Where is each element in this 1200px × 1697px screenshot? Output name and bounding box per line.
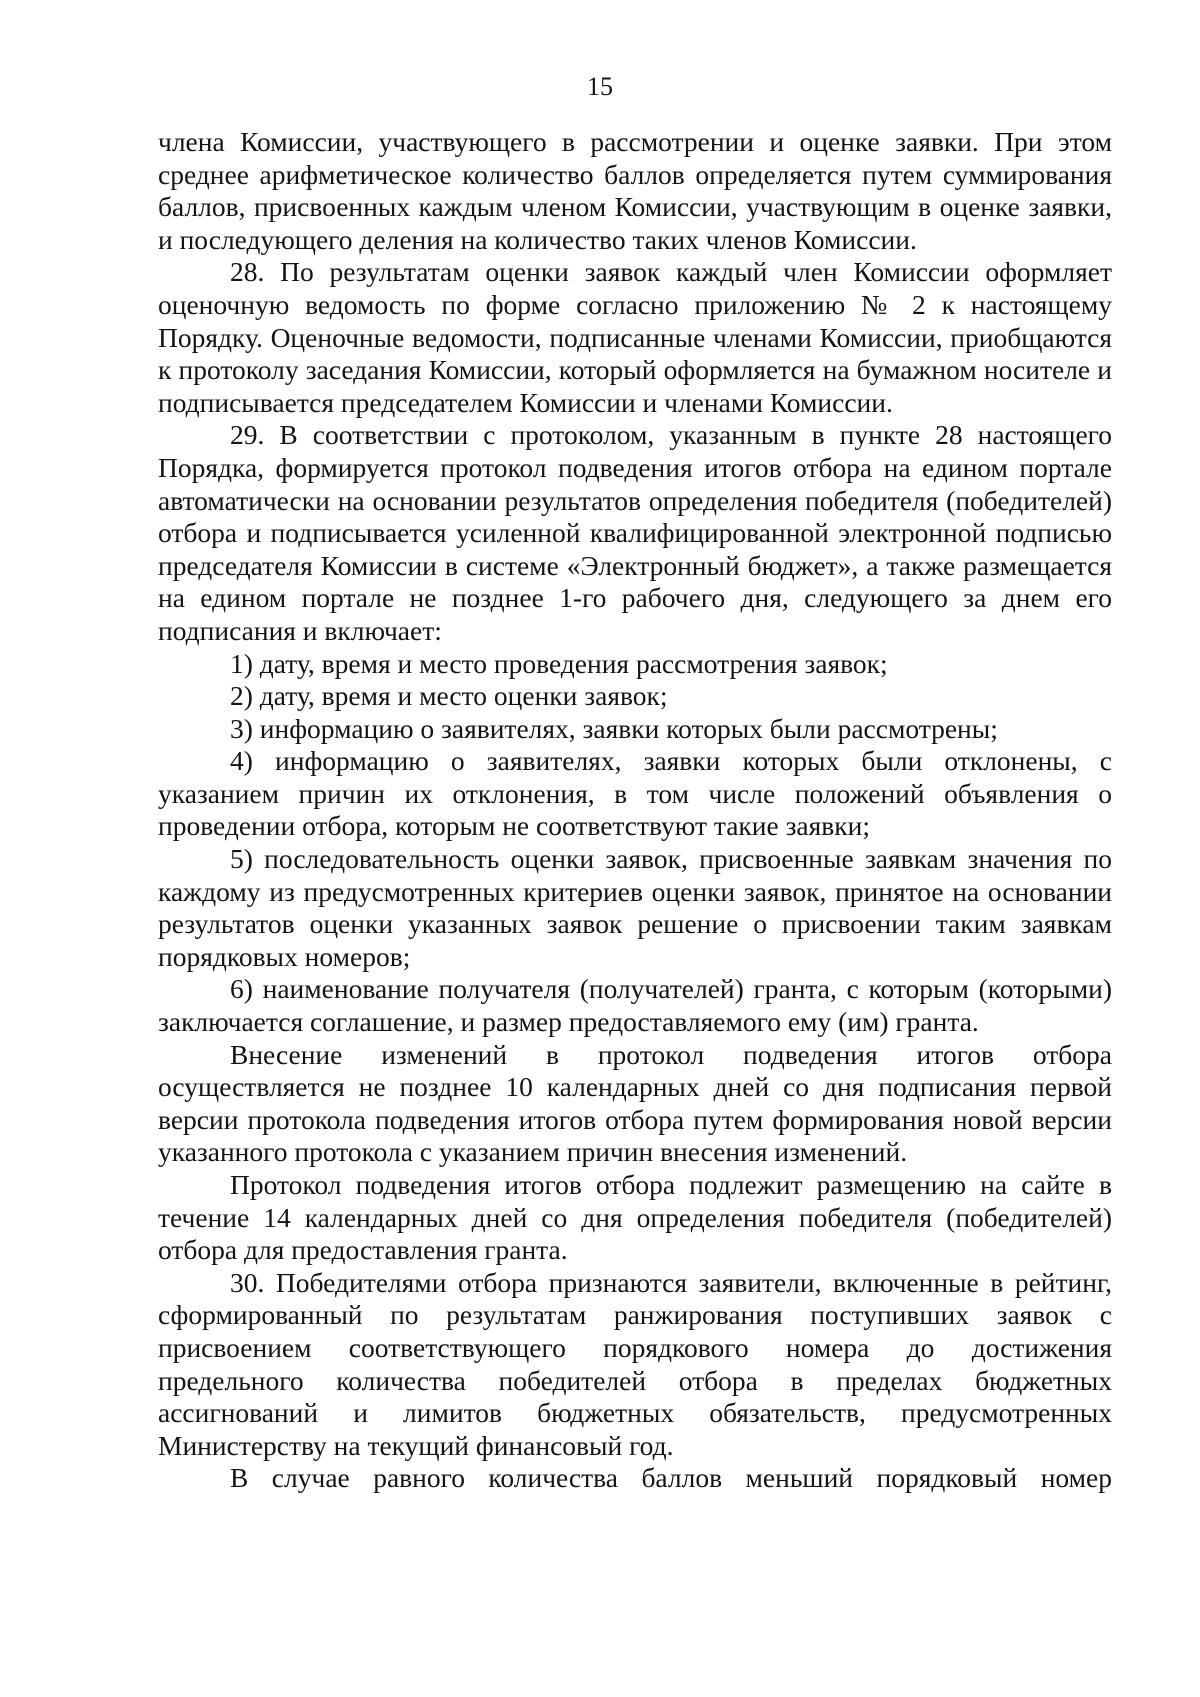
paragraph-item-29: 29. В соответствии с протоколом, указанным в пункте 28 настоящего Порядка, формируется протокол подведения итогов отбора на едином портале автоматически на основании результатов определения победителя (победителей) отбора и подписывается усиленной квалифицированной электронной подписью председателя Комиссии в системе «Электронный бюджет», а также размещается на едином портале не позднее 1-го рабочего дня, следующего за днем его подписания и включает: [158, 419, 1112, 646]
document-body [158, 126, 1112, 1495]
list-item-3: 3) информацию о заявителях, заявки которых были рассмотрены; [230, 712, 998, 744]
page-number: 15 [587, 72, 613, 101]
paragraph-item-30: 30. Победителями отбора признаются заявители, включенные в рейтинг, сформированный по результатам ранжирования поступивших заявок с присвоением соответствующего порядкового номера до достижения предельного количества победителей отбора в пределах бюджетных ассигнований и лимитов бюджетных обязательств, предусмотренных Министерству на текущий финансовый год. [158, 1266, 1112, 1461]
list-item-5: 5) последовательность оценки заявок, присвоенные заявкам значения по каждому из предусмотренных критериев оценки заявок, принятое на основании результатов оценки указанных заявок решение о присвоении таким заявкам порядковых номеров; [158, 843, 1112, 972]
list-item-6: 6) наименование получателя (получателей) гранта, с которым (которыми) заключается соглашение, и размер предоставляемого ему (им) гранта. [158, 973, 1112, 1038]
paragraph-protocol-publication: Протокол подведения итогов отбора подлежит размещению на сайте в течение 14 календарных дней со дня определения победителя (победителей) отбора для предоставления гранта. [158, 1169, 1112, 1266]
list-item-1: 1) дату, время и место проведения рассмотрения заявок; [230, 647, 888, 679]
paragraph-equal-scores: В случае равного количества баллов меньший порядковый номер [230, 1462, 1112, 1494]
list-item-2: 2) дату, время и место оценки заявок; [230, 680, 668, 712]
paragraph-protocol-changes: Внесение изменений в протокол подведения итогов отбора осуществляется не позднее 10 календарных дней со дня подписания первой версии протокола подведения итогов отбора путем формирования новой версии указанного протокола с указанием причин внесения изменений. [158, 1038, 1112, 1168]
list-item-4: 4) информацию о заявителях, заявки которых были отклонены, с указанием причин их отклонения, в том числе положений объявления о проведении отбора, которым не соответствуют такие заявки; [158, 745, 1112, 842]
paragraph-item-28: 28. По результатам оценки заявок каждый член Комиссии оформляет оценочную ведомость по форме согласно приложению № 2 к настоящему Порядку. Оценочные ведомости, подписанные членами Комиссии, приобщаются к протоколу заседания Комиссии, который оформляется на бумажном носителе и подписывается председателем Комиссии и членами Комиссии. [158, 256, 1112, 418]
paragraph-continuation: члена Комиссии, участвующего в рассмотрении и оценке заявки. При этом среднее арифметическое количество баллов определяется путем суммирования баллов, присвоенных каждым членом Комиссии, участвующим в оценке заявки, и последующего деления на количество таких членов Комиссии. [158, 126, 1112, 255]
